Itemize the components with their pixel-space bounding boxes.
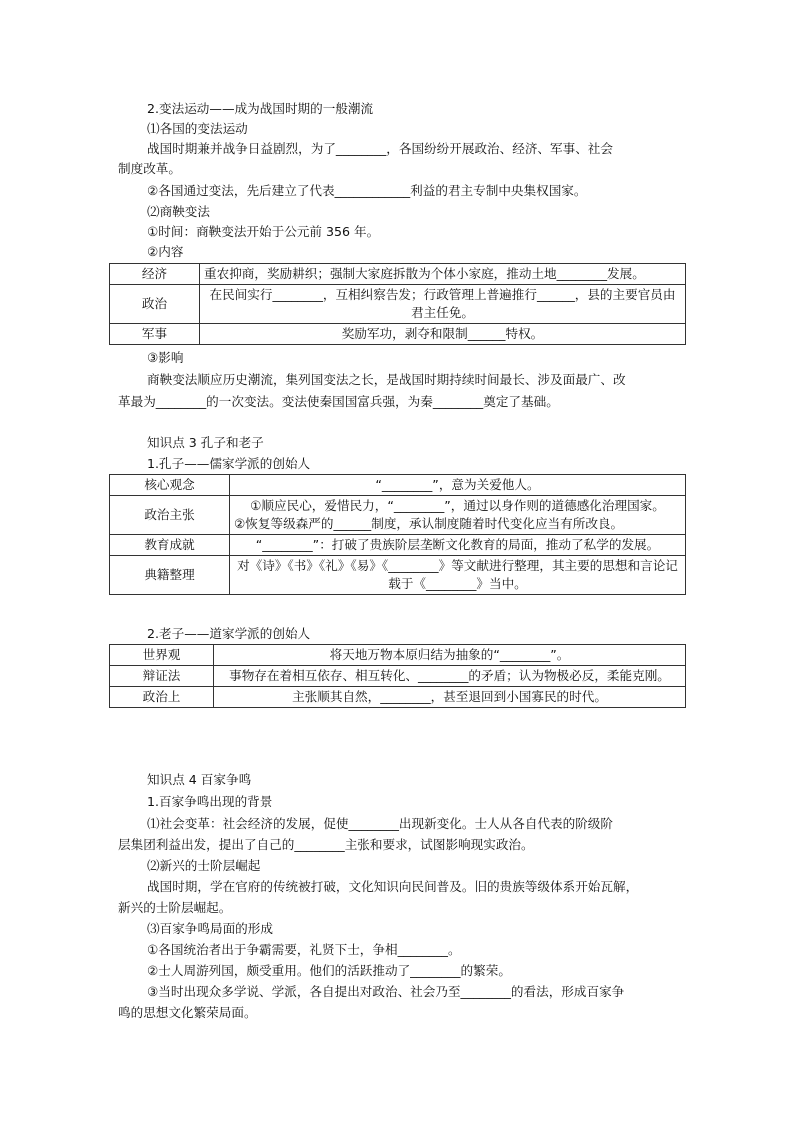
confucius-table <box>109 474 686 595</box>
row-content: 在民间实行________，互相纠察告发；行政管理上普遍推行______，县的主要官员由君主任免。 <box>200 285 686 324</box>
row-label: 辩证法 <box>110 666 214 687</box>
row-label: 教育成就 <box>110 535 230 556</box>
table-row <box>110 264 686 285</box>
row-label: 经济 <box>110 264 200 285</box>
contention-p3: ①各国统治者出于争霸需要，礼贤下士，争相________。 <box>147 942 461 957</box>
table-row <box>110 666 686 687</box>
row-label: 政治上 <box>110 687 214 708</box>
table-row <box>110 556 686 595</box>
row-content <box>230 496 686 535</box>
row-content: “________”，意为关爱他人。 <box>230 475 686 496</box>
row-content: 事物存在着相互依存、相互转化、________的矛盾；认为物极必反，柔能克刚。 <box>214 666 686 687</box>
contention-p5a: ③当时出现众多学说、学派，各自提出对政治、社会乃至________的看法，形成百家争 <box>147 984 625 999</box>
row-content: 主张顺其自然，________，甚至退回到小国寡民的时代。 <box>214 687 686 708</box>
row-label: 典籍整理 <box>110 556 230 595</box>
row-label: 核心观念 <box>110 475 230 496</box>
knowledge-point-4-title: 知识点 4 百家争鸣 <box>147 772 252 787</box>
contention-p4: ②士人周游列国，颇受重用。他们的活跃推动了________的繁荣。 <box>147 963 511 978</box>
table-row <box>110 475 686 496</box>
row-content: 将天地万物本原归结为抽象的“________”。 <box>214 645 686 666</box>
contention-formation-heading: ⑶百家争鸣局面的形成 <box>147 921 273 936</box>
shangyang-effect-p1: 商鞅变法顺应历史潮流，集列国变法之长，是战国时期持续时间最长、涉及面最广、改 <box>147 372 626 387</box>
shangyang-content-heading: ②内容 <box>147 244 184 259</box>
laozi-heading: 2.老子——道家学派的创始人 <box>147 626 311 641</box>
knowledge-point-3-title: 知识点 3 孔子和老子 <box>147 435 264 450</box>
table-row <box>110 645 686 666</box>
row-label: 世界观 <box>110 645 214 666</box>
row-label: 军事 <box>110 324 200 345</box>
table-row <box>110 285 686 324</box>
shangyang-effect-heading: ③影响 <box>147 350 184 365</box>
table-row <box>110 324 686 345</box>
section-2-title: 2.变法运动——成为战国时期的一般潮流 <box>147 101 374 116</box>
contention-background-heading: 1.百家争鸣出现的背景 <box>147 794 273 809</box>
political-claim-1: ①顺应民心，爱惜民力，“________”，通过以身作则的道德感化治理国家。 <box>250 498 665 513</box>
shangyang-content-table <box>109 263 686 345</box>
shi-class-p2b: 新兴的士阶层崛起。 <box>118 900 232 915</box>
political-claim-2: ②恢复等级森严的______制度，承认制度随着时代变化应当有所改良。 <box>234 516 624 531</box>
paragraph-reform-1a: 战国时期兼并战争日益剧烈，为了________，各国纷纷开展政治、经济、军事、社会 <box>147 141 613 156</box>
row-label: 政治 <box>110 285 200 324</box>
row-content: “________”：打破了贵族阶层垄断文化教育的局面，推动了私学的发展。 <box>230 535 686 556</box>
paragraph-reform-2: ②各国通过变法，先后建立了代表____________利益的君主专制中央集权国家。 <box>147 183 587 198</box>
subheading-reform-movements: ⑴各国的变法运动 <box>147 121 248 136</box>
shi-class-p2a: 战国时期，学在官府的传统被打破，文化知识向民间普及。旧的贵族等级体系开始瓦解， <box>147 879 639 894</box>
shangyang-effect-p2: 革最为________的一次变法。变法使秦国国富兵强，为秦________奠定了基础。 <box>118 394 559 409</box>
row-content: 重农抑商，奖励耕织；强制大家庭拆散为个体小家庭，推动土地________发展。 <box>200 264 686 285</box>
row-content: 奖励军功，剥夺和限制______特权。 <box>200 324 686 345</box>
confucius-heading: 1.孔子——儒家学派的创始人 <box>147 456 311 471</box>
table-row <box>110 535 686 556</box>
contention-p1b: 层集团利益出发，提出了自己的________主张和要求，试图影响现实政治。 <box>118 837 534 852</box>
shangyang-time: ①时间：商鞅变法开始于公元前 356 年。 <box>147 224 380 239</box>
paragraph-reform-1b: 制度改革。 <box>118 161 181 176</box>
shi-class-heading: ⑵新兴的士阶层崛起 <box>147 858 261 873</box>
table-row <box>110 496 686 535</box>
table-row <box>110 687 686 708</box>
subheading-shangyang: ⑵商鞅变法 <box>147 204 210 219</box>
contention-p1a: ⑴社会变革：社会经济的发展，促使________出现新变化。士人从各自代表的阶级阶 <box>147 816 613 831</box>
row-content: 对《诗》《书》《礼》《易》《________》等文献进行整理，其主要的思想和言论记载于《________》当中。 <box>230 556 686 595</box>
contention-p5b: 鸣的思想文化繁荣局面。 <box>118 1005 257 1020</box>
row-label: 政治主张 <box>110 496 230 535</box>
laozi-table <box>109 644 686 708</box>
